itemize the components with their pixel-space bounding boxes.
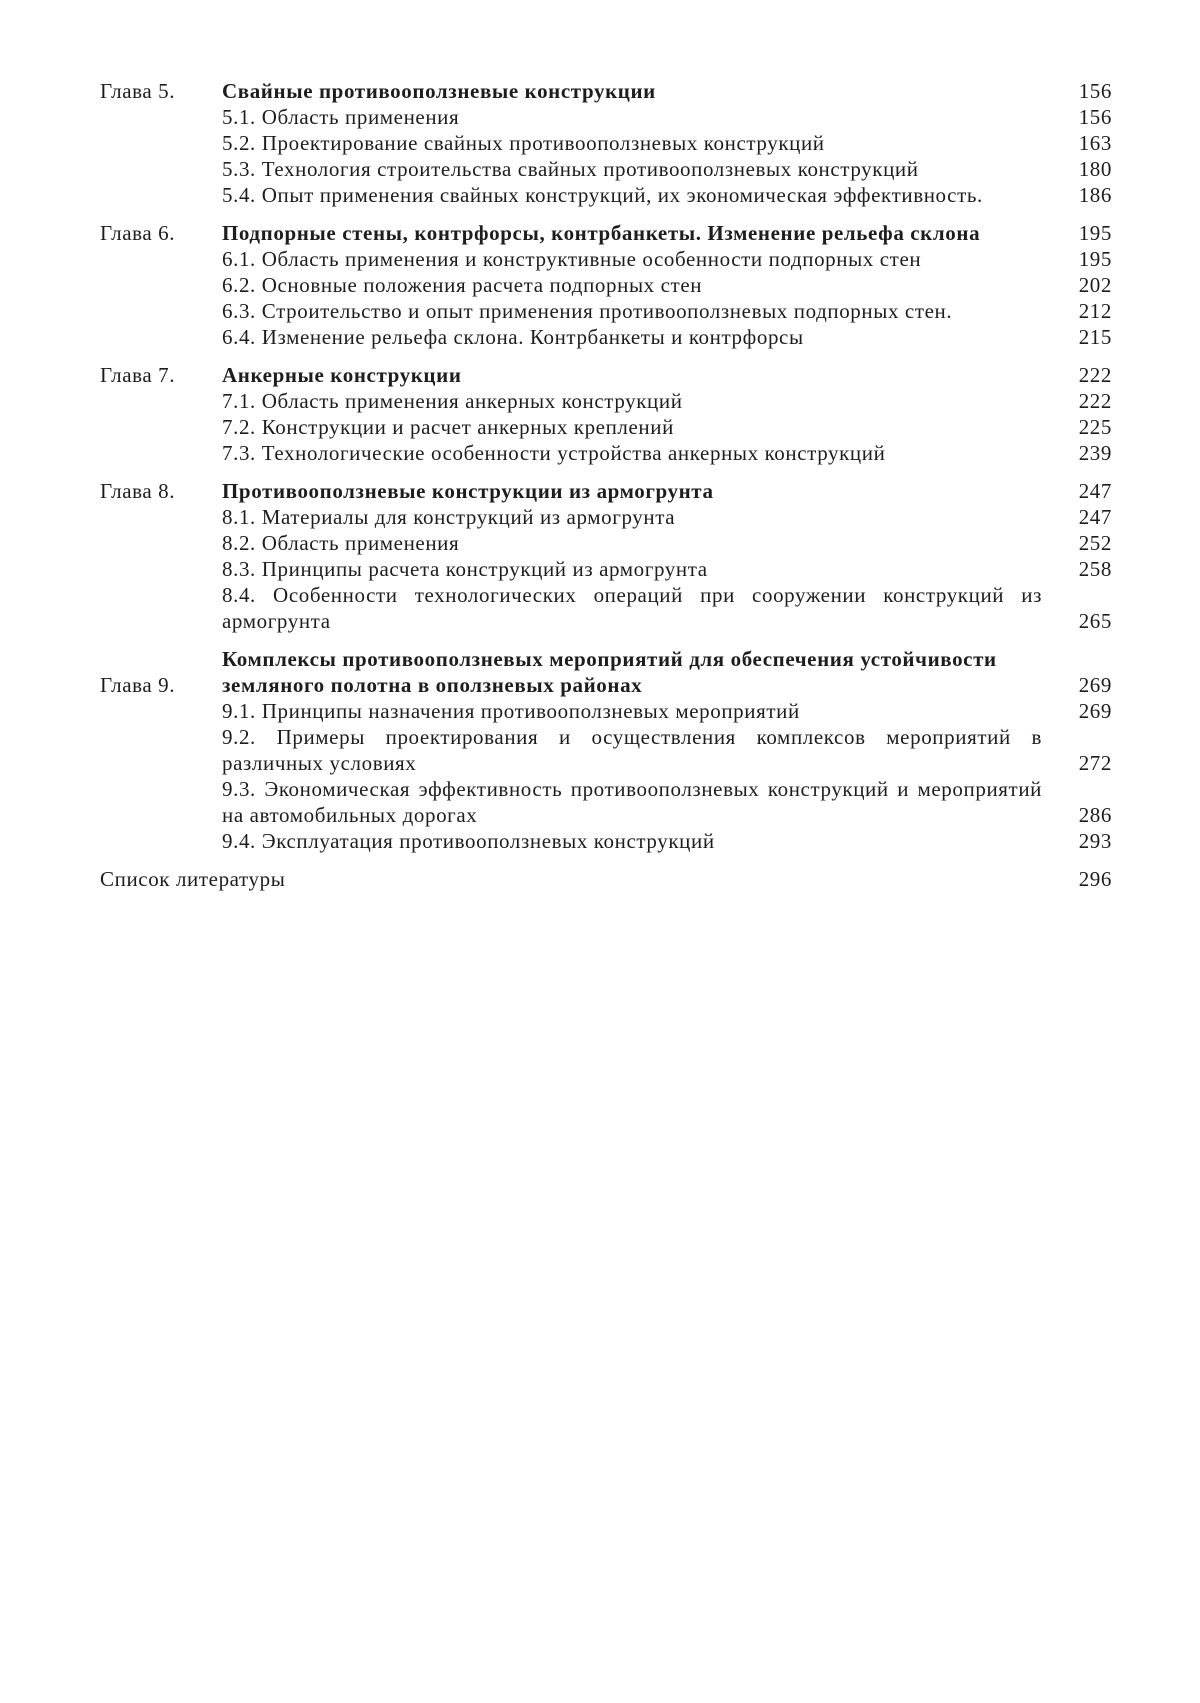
page-number: 265 — [1078, 609, 1112, 633]
page-number: 269 — [1078, 699, 1112, 723]
page-number: 252 — [1078, 531, 1112, 555]
chapter-5 — [100, 78, 1112, 208]
page-number: 225 — [1078, 415, 1112, 439]
page-number: 247 — [1078, 505, 1112, 529]
section-entry[interactable] — [100, 130, 1112, 156]
section-title: 9.2. Примеры проектирования и осуществления комплексов мероприятий в различных условиях — [222, 725, 1042, 775]
chapter-heading[interactable] — [100, 478, 1112, 504]
page-number: 247 — [1078, 479, 1112, 503]
chapter-title: Противооползневые конструкции из армогрунта — [222, 479, 714, 503]
page-number: 269 — [1078, 673, 1112, 697]
section-title: 5.4. Опыт применения свайных конструкций, их экономическая эффективность. — [222, 183, 983, 207]
section-entry[interactable] — [100, 582, 1112, 634]
chapter-label: Глава 8. — [100, 479, 176, 503]
section-title: 5.1. Область применения — [222, 105, 460, 129]
page-number: 286 — [1078, 803, 1112, 827]
section-entry[interactable] — [100, 246, 1112, 272]
chapter-label: Глава 5. — [100, 79, 176, 103]
section-title: 8.2. Область применения — [222, 531, 460, 555]
section-entry[interactable] — [100, 776, 1112, 828]
section-entry[interactable] — [100, 388, 1112, 414]
section-title: 8.3. Принципы расчета конструкций из армогрунта — [222, 557, 708, 581]
page-number: 293 — [1078, 829, 1112, 853]
chapter-7 — [100, 362, 1112, 466]
section-entry[interactable] — [100, 272, 1112, 298]
page-number: 272 — [1078, 751, 1112, 775]
page-number: 212 — [1078, 299, 1112, 323]
section-title: 8.1. Материалы для конструкций из армогрунта — [222, 505, 676, 529]
section-title: 5.2. Проектирование свайных противооползневых конструкций — [222, 131, 825, 155]
section-entry[interactable] — [100, 440, 1112, 466]
section-title: 7.2. Конструкции и расчет анкерных креплений — [222, 415, 674, 439]
chapter-9 — [100, 646, 1112, 854]
page-number: 215 — [1078, 325, 1112, 349]
chapter-8 — [100, 478, 1112, 634]
section-entry[interactable] — [100, 828, 1112, 854]
section-title: 8.4. Особенности технологических операций при сооружении конструкций из армогрунта — [222, 583, 1042, 633]
page-number: 202 — [1078, 273, 1112, 297]
chapter-label: Глава 7. — [100, 363, 176, 387]
section-entry[interactable] — [100, 556, 1112, 582]
page-number: 186 — [1078, 183, 1112, 207]
section-entry[interactable] — [100, 298, 1112, 324]
section-entry[interactable] — [100, 156, 1112, 182]
section-title: 9.1. Принципы назначения противооползневых мероприятий — [222, 699, 800, 723]
page-number: 239 — [1078, 441, 1112, 465]
page-number: 163 — [1078, 131, 1112, 155]
chapter-title: Свайные противооползневые конструкции — [222, 79, 656, 103]
section-title: 6.1. Область применения и конструктивные особенности подпорных стен — [222, 247, 922, 271]
chapter-heading[interactable] — [100, 646, 1112, 698]
literature-entry[interactable] — [100, 866, 1112, 892]
page-number: 180 — [1078, 157, 1112, 181]
chapter-title: Подпорные стены, контрфорсы, контрбанкеты. Изменение рельефа склона — [222, 221, 981, 245]
page-number: 222 — [1078, 363, 1112, 387]
chapter-label: Глава 9. — [100, 673, 176, 697]
section-entry[interactable] — [100, 724, 1112, 776]
section-title: 6.3. Строительство и опыт применения противооползневых подпорных стен. — [222, 299, 953, 323]
chapter-heading[interactable] — [100, 362, 1112, 388]
section-entry[interactable] — [100, 414, 1112, 440]
page-number: 156 — [1078, 105, 1112, 129]
section-title: 5.3. Технология строительства свайных противооползневых конструкций — [222, 157, 919, 181]
section-title: 6.4. Изменение рельефа склона. Контрбанкеты и контрфорсы — [222, 325, 804, 349]
section-entry[interactable] — [100, 182, 1112, 208]
page-number: 195 — [1078, 221, 1112, 245]
section-title: 7.3. Технологические особенности устройства анкерных конструкций — [222, 441, 886, 465]
chapter-title: Анкерные конструкции — [222, 363, 462, 387]
page-number: 296 — [1078, 867, 1112, 891]
page-number: 156 — [1078, 79, 1112, 103]
section-entry[interactable] — [100, 530, 1112, 556]
table-of-contents — [100, 78, 1112, 892]
literature-title: Список литературы — [100, 867, 286, 891]
chapter-title: Комплексы противооползневых мероприятий для обеспечения устойчивости земляного полотна в оползневых районах — [222, 647, 997, 697]
section-title: 9.3. Экономическая эффективность противооползневых конструкций и мероприятий на автомобильных дорогах — [222, 777, 1042, 827]
chapter-heading[interactable] — [100, 78, 1112, 104]
section-entry[interactable] — [100, 504, 1112, 530]
chapter-label: Глава 6. — [100, 221, 176, 245]
chapter-6 — [100, 220, 1112, 350]
section-title: 7.1. Область применения анкерных конструкций — [222, 389, 683, 413]
page-number: 258 — [1078, 557, 1112, 581]
section-entry[interactable] — [100, 324, 1112, 350]
section-title: 6.2. Основные положения расчета подпорных стен — [222, 273, 703, 297]
section-entry[interactable] — [100, 104, 1112, 130]
page-number: 222 — [1078, 389, 1112, 413]
section-title: 9.4. Эксплуатация противооползневых конструкций — [222, 829, 715, 853]
chapter-heading[interactable] — [100, 220, 1112, 246]
section-entry[interactable] — [100, 698, 1112, 724]
page-number: 195 — [1078, 247, 1112, 271]
